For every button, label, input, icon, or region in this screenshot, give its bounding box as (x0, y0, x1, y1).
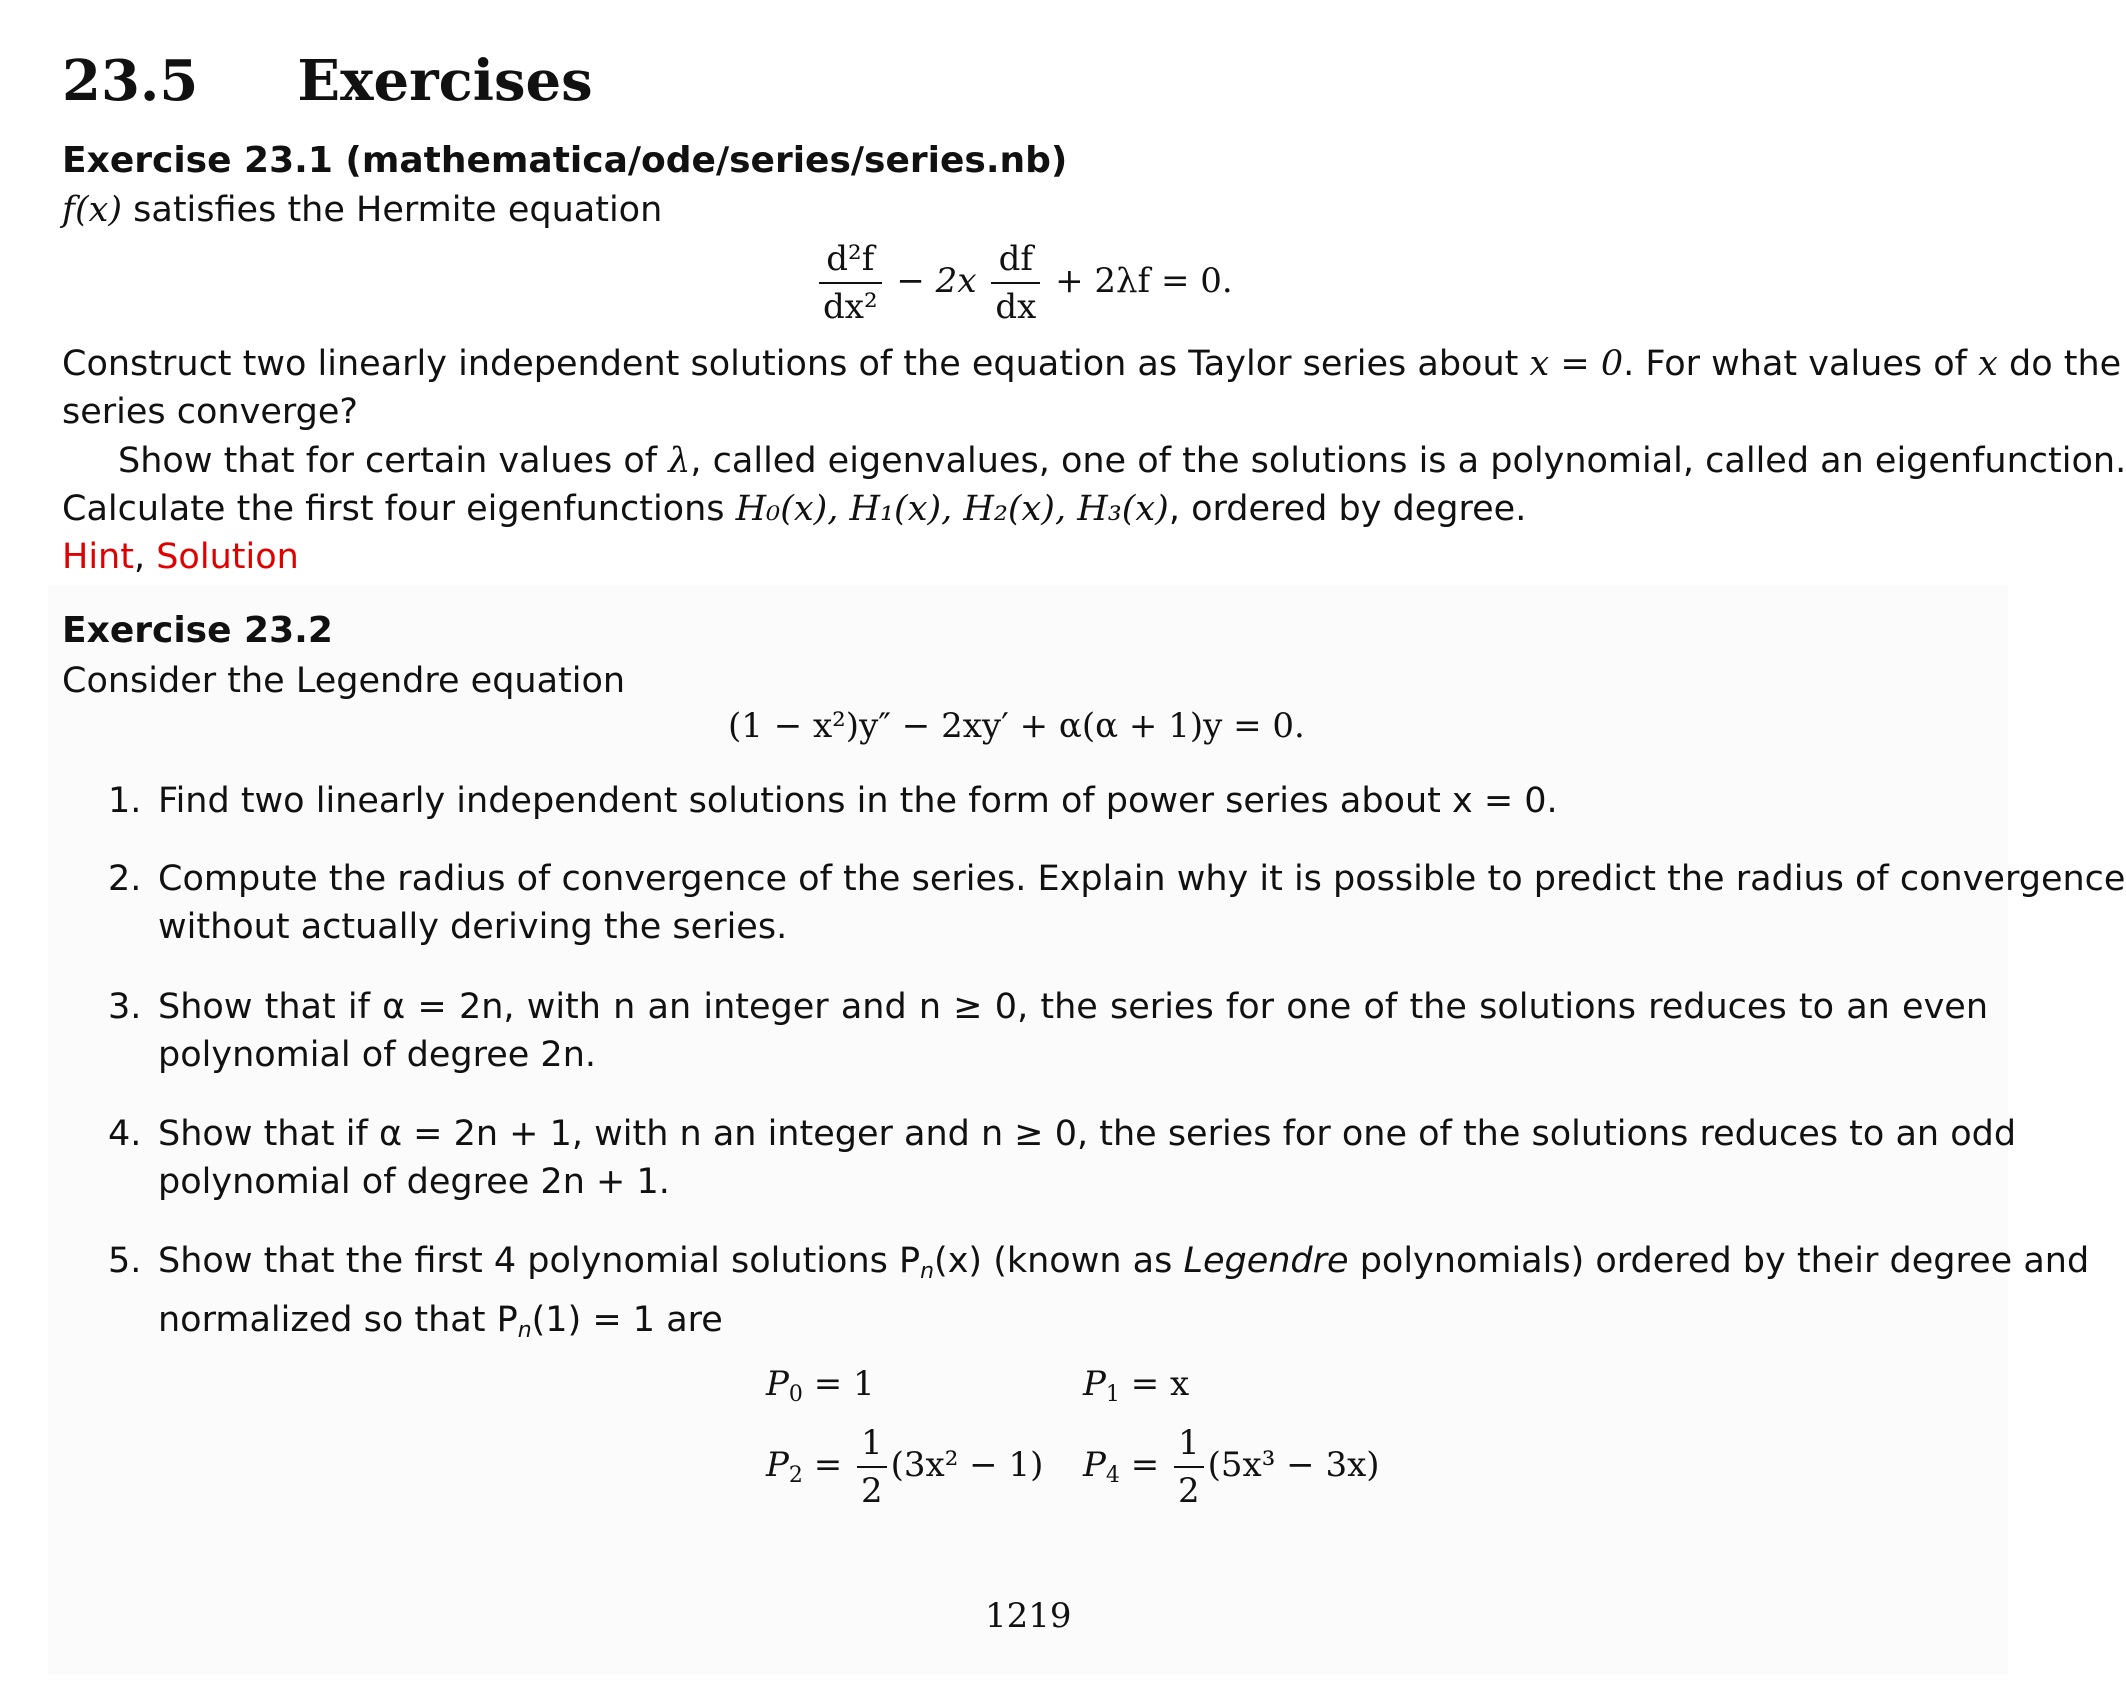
list-item-line: Compute the radius of convergence of the series. Explain why it is possible to predict the radius of convergence (158, 859, 2126, 899)
fraction-d2f-dx2 (819, 236, 882, 330)
legendre-equation: (1 − x²)y″ − 2xy′ + α(α + 1)y = 0. (728, 706, 1305, 746)
solution-link[interactable]: Solution (156, 537, 299, 577)
hermite-equation (815, 236, 1233, 330)
math: x = 0 (1529, 344, 1624, 384)
math: λ (668, 441, 691, 481)
fraction-one-half (857, 1420, 887, 1514)
section-number: 23.5 (62, 48, 199, 114)
list-item-line: polynomial of degree 2n + 1. (158, 1162, 670, 1202)
hint-link[interactable]: Hint (62, 537, 134, 577)
symbol: P (1083, 1445, 1106, 1485)
list-item-line (158, 1296, 1988, 1355)
equals: = (802, 1445, 853, 1485)
fraction-numerator: df (991, 236, 1040, 284)
polynomial-p2 (766, 1420, 1043, 1514)
emphasis: Legendre (1183, 1241, 1349, 1281)
math: H₀(x), H₁(x), H₂(x), H₃(x) (735, 489, 1169, 529)
rhs: = x (1119, 1364, 1190, 1404)
section-title: Exercises (297, 48, 593, 114)
subscript: n (517, 1318, 532, 1343)
exercise-1-title: Exercise 23.1 (mathematica/ode/series/series.nb) (62, 140, 1068, 181)
page-number: 1219 (985, 1596, 1072, 1636)
list-item-line: Show that if α = 2n + 1, with n an integer and n ≥ 0, the series for one of the solutions reduces to an odd (158, 1114, 2017, 1154)
list-item-2-number: 2. (108, 859, 142, 899)
subscript: 1 (1105, 1382, 1120, 1407)
intro-text: satisfies the Hermite equation (122, 190, 663, 230)
subscript: n (920, 1259, 935, 1284)
text: (1) = 1 are (531, 1300, 723, 1340)
hint-solution-links (62, 533, 299, 581)
fraction-denominator: 2 (1178, 1471, 1200, 1511)
fraction-denominator: 2 (861, 1471, 883, 1511)
separator: , (133, 537, 157, 577)
exercise-1-paragraph-1 (62, 340, 2122, 436)
fraction-numerator: d²f (819, 236, 882, 284)
exercise-2-title: Exercise 23.2 (62, 610, 333, 651)
text: (x) (known as (934, 1241, 1184, 1281)
section-heading (62, 48, 593, 114)
fraction-df-dx (991, 236, 1040, 330)
text: . For what values of (1623, 344, 1979, 384)
exercise-2-intro: Consider the Legendre equation (62, 661, 626, 701)
exercise-1-intro (62, 186, 662, 234)
polynomial-p4 (1083, 1420, 1380, 1514)
list-item-line: without actually deriving the series. (158, 907, 788, 947)
list-item-line (158, 1237, 2090, 1296)
list-item-5-number: 5. (108, 1241, 142, 1281)
exercise-1-paragraph-2 (62, 437, 2126, 533)
polynomial-p1 (1083, 1364, 1189, 1407)
list-item-5-text (158, 1237, 2090, 1355)
subscript: 0 (788, 1382, 803, 1407)
text: Construct two linearly independent solutions of the equation as Taylor series about (62, 344, 1530, 384)
paragraph-2-line-2 (62, 485, 1987, 533)
rhs: (3x² − 1) (890, 1445, 1044, 1485)
list-item-3-text (158, 983, 1988, 1079)
text: , called eigenvalues, one of the solutions is a polynomial, called an eigenfunction. (690, 441, 2126, 481)
rhs: (5x³ − 3x) (1207, 1445, 1380, 1485)
text: normalized so that P (158, 1300, 518, 1340)
list-item-2-text (158, 855, 2126, 951)
list-item-3-number: 3. (108, 987, 142, 1027)
text: Show that the first 4 polynomial solutions P (158, 1241, 921, 1281)
equals: = (1119, 1445, 1170, 1485)
list-item-1-text: Find two linearly independent solutions in the form of power series about x = 0. (158, 781, 1558, 821)
fraction-numerator: 1 (1174, 1420, 1204, 1468)
subscript: 2 (788, 1463, 803, 1488)
list-item-line: polynomial of degree 2n. (158, 1035, 596, 1075)
text: do the (1997, 344, 2122, 384)
list-item-4-text (158, 1110, 2017, 1206)
symbol: P (1083, 1364, 1106, 1404)
paragraph-2-line-1 (62, 437, 2126, 485)
list-item-1-number: 1. (108, 781, 142, 821)
equation-middle: − 2x (896, 261, 977, 301)
list-item-4-number: 4. (108, 1114, 142, 1154)
polynomial-p0 (766, 1364, 875, 1407)
text: Show that for certain values of (118, 441, 669, 481)
list-item-line: Show that if α = 2n, with n an integer and n ≥ 0, the series for one of the solutions reduces to an even (158, 987, 1988, 1027)
text: polynomials) ordered by their degree and (1348, 1241, 2090, 1281)
fraction-denominator: dx (995, 287, 1037, 327)
symbol: P (766, 1364, 789, 1404)
fraction-one-half (1174, 1420, 1204, 1514)
fraction-numerator: 1 (857, 1420, 887, 1468)
fraction-denominator: dx² (823, 287, 878, 327)
math: x (1978, 344, 1998, 384)
equation-end: + 2λf = 0. (1055, 261, 1233, 301)
subscript: 4 (1105, 1463, 1120, 1488)
rhs: = 1 (802, 1364, 875, 1404)
symbol: P (766, 1445, 789, 1485)
paragraph-1-line-1 (62, 340, 2122, 388)
text: , ordered by degree. (1168, 489, 1527, 529)
intro-math: f(x) (62, 190, 123, 230)
paragraph-1-line-2: series converge? (62, 392, 358, 432)
text: Calculate the first four eigenfunctions (62, 489, 736, 529)
